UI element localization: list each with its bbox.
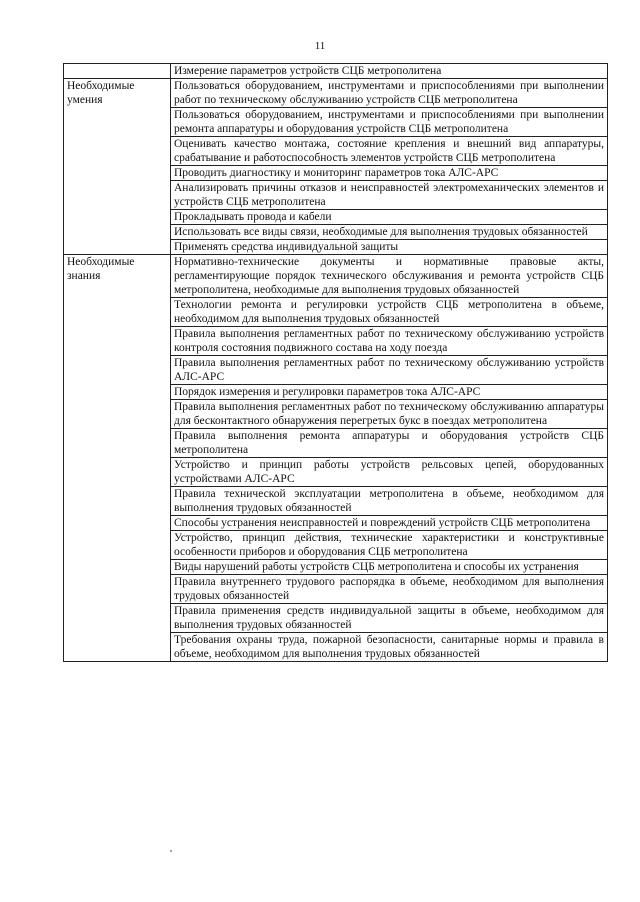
requirement-item: Правила выполнения регламентных работ по техническому обслуживанию устройств АЛС-АРС xyxy=(171,356,608,385)
requirement-item: Правила выполнения регламентных работ по техническому обслуживанию устройств контроля состояния подвижного состава на ходу поезда xyxy=(171,327,608,356)
row-label: Необходимые умения xyxy=(64,79,171,255)
page-number: 11 xyxy=(314,40,326,52)
scan-speck xyxy=(170,850,172,852)
requirement-item: Виды нарушений работы устройств СЦБ метрополитена и способы их устранения xyxy=(171,560,608,575)
requirement-item: Правила внутреннего трудового распорядка в объеме, необходимом для выполнения трудовых обязанностей xyxy=(171,575,608,604)
requirement-item: Использовать все виды связи, необходимые для выполнения трудовых обязанностей xyxy=(171,225,608,240)
requirement-item: Технологии ремонта и регулировки устройств СЦБ метрополитена в объеме, необходимом для выполнения трудовых обязанностей xyxy=(171,298,608,327)
table-row xyxy=(64,79,608,108)
competency-table xyxy=(63,63,608,662)
requirement-item: Применять средства индивидуальной защиты xyxy=(171,240,608,255)
requirement-item: Нормативно-технические документы и нормативные правовые акты, регламентирующие порядок технического обслуживания и ремонта устройств СЦБ метрополитена, необходимые для выполнения трудовых обязанностей xyxy=(171,255,608,298)
requirement-item: Измерение параметров устройств СЦБ метрополитена xyxy=(171,64,608,79)
requirement-item: Устройство, принцип действия, технические характеристики и конструктивные особенности приборов и оборудования СЦБ метрополитена xyxy=(171,531,608,560)
requirement-item: Способы устранения неисправностей и повреждений устройств СЦБ метрополитена xyxy=(171,516,608,531)
requirement-item: Устройство и принцип работы устройств рельсовых цепей, оборудованных устройствами АЛС-АРС xyxy=(171,458,608,487)
requirement-item: Правила технической эксплуатации метрополитена в объеме, необходимом для выполнения трудовых обязанностей xyxy=(171,487,608,516)
table-row xyxy=(64,255,608,298)
requirement-item: Оценивать качество монтажа, состояние крепления и внешний вид аппаратуры, срабатывание и работоспособность элементов устройств СЦБ метрополитена xyxy=(171,137,608,166)
requirement-item: Правила выполнения регламентных работ по техническому обслуживанию аппаратуры для бесконтактного обнаружения перегретых букс в поездах метрополитена xyxy=(171,400,608,429)
requirement-item: Правила применения средств индивидуальной защиты в объеме, необходимом для выполнения трудовых обязанностей xyxy=(171,604,608,633)
requirement-item: Пользоваться оборудованием, инструментами и приспособлениями при выполнении работ по техническому обслуживанию устройств СЦБ метрополитена xyxy=(171,79,608,108)
requirement-item: Анализировать причины отказов и неисправностей электромеханических элементов и устройств СЦБ метрополитена xyxy=(171,181,608,210)
requirement-item: Проводить диагностику и мониторинг параметров тока АЛС-АРС xyxy=(171,166,608,181)
requirement-item: Прокладывать провода и кабели xyxy=(171,210,608,225)
table-row xyxy=(64,64,608,79)
requirement-item: Пользоваться оборудованием, инструментами и приспособлениями при выполнении ремонта аппаратуры и оборудования устройств СЦБ метрополитена xyxy=(171,108,608,137)
row-label xyxy=(64,64,171,79)
row-label: Необходимые знания xyxy=(64,255,171,662)
requirement-item: Правила выполнения ремонта аппаратуры и оборудования устройств СЦБ метрополитена xyxy=(171,429,608,458)
requirement-item: Требования охраны труда, пожарной безопасности, санитарные нормы и правила в объеме, необходимом для выполнения трудовых обязанностей xyxy=(171,633,608,662)
requirement-item: Порядок измерения и регулировки параметров тока АЛС-АРС xyxy=(171,385,608,400)
